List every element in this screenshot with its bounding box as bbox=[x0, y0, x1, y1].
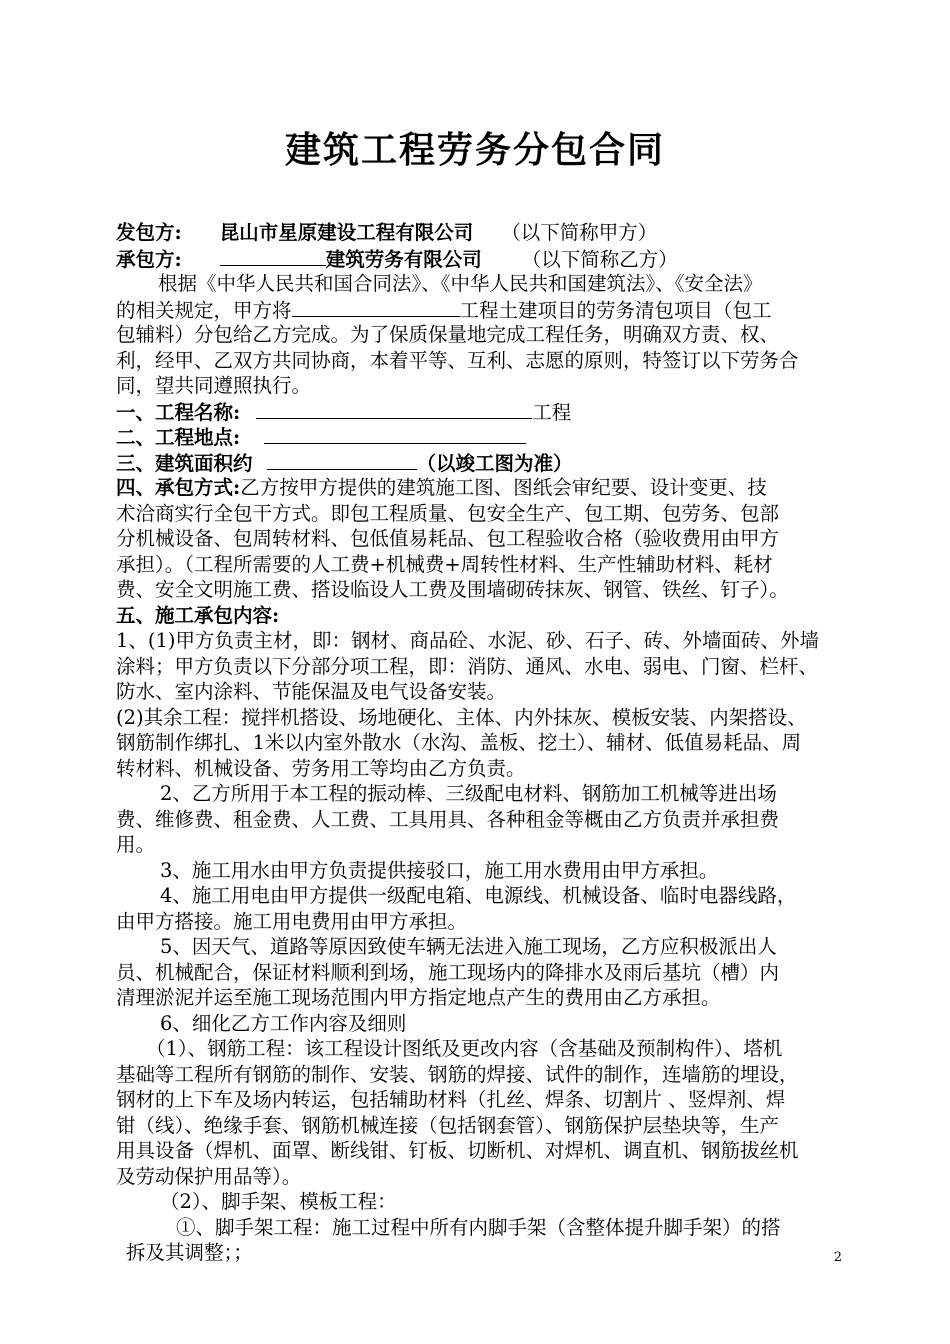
item-5-line: 用。 bbox=[116, 833, 156, 856]
item-5-line: 基础等工程所有钢筋的制作、安装、钢筋的焊接、试件的制作，连墙筋的埋设， bbox=[116, 1062, 799, 1086]
intro-line-2: 的相关规定，甲方将 工程土建项目的劳务清包项目（包工 bbox=[116, 298, 772, 322]
item-5-line: 5、因天气、道路等原因致使车辆无法进入施工现场，乙方应积极派出人 bbox=[160, 935, 777, 958]
project-blank bbox=[292, 297, 460, 317]
party-a-name: 昆山市星原建设工程有限公司 bbox=[219, 221, 474, 244]
item-5-line: 涂料；甲方负责以下分部分项工程，即：消防、通风、水电、弱电、门窗、栏杆、 bbox=[116, 654, 819, 678]
item-5-line: 6、细化乙方工作内容及细则 bbox=[160, 1011, 407, 1035]
item-5-line: （2）、脚手架、模板工程： bbox=[160, 1190, 397, 1213]
item-2-project-location: 二、工程地点: bbox=[116, 424, 846, 450]
contract-body bbox=[116, 220, 846, 1266]
item-5-line: 3、施工用水由甲方负责提供接驳口，施工用水费用由甲方承担。 bbox=[160, 858, 719, 882]
item-5-line: 4、施工用电由甲方提供一级配电箱、电源线、机械设备、临时电器线路， bbox=[160, 884, 797, 907]
item-4-line-2: 术洽商实行全包干方式。即包工程质量、包安全生产、包工期、包劳务、包部 bbox=[116, 501, 780, 525]
item-5-line: 费、维修费、租金费、人工费、工具用具、各种租金等概由乙方负责并承担费 bbox=[116, 807, 780, 831]
intro-line-1: 根据《中华人民共和国合同法》、《中华人民共和国建筑法》、《安全法》 bbox=[158, 272, 763, 295]
item-5-line: 拆及其调整；； bbox=[126, 1241, 253, 1264]
party-a-alias: （以下简称甲方） bbox=[501, 221, 658, 244]
party-b-blank bbox=[220, 246, 326, 266]
page-number: 2 bbox=[833, 1250, 842, 1265]
party-a-line bbox=[116, 220, 846, 246]
item-5-line: 用具设备（焊机、面罩、断线钳、钉板、切断机、对焊机、调直机、钢筋拔丝机 bbox=[116, 1139, 799, 1162]
item-5-line: 防水、室内涂料、节能保温及电气设备安装。 bbox=[116, 680, 507, 703]
item-4-line-4: 承担）。（工程所需要的人工费+机械费+周转性材料、生产性辅助材料、耗材 bbox=[116, 552, 773, 576]
party-a-label: 发包方: bbox=[116, 221, 182, 244]
item-5-line: 钳（线）、绝缘手套、钢筋机械连接（包括钢套管）、钢筋保护层垫块等，生产 bbox=[116, 1113, 780, 1137]
item-5-line: 1、(1)甲方负责主材，即：钢材、商品砼、水泥、砂、石子、砖、外墙面砖、外墙 bbox=[116, 629, 820, 652]
party-b-line bbox=[116, 246, 846, 272]
item-5-line: 员、机械配合，保证材料顺利到场，施工现场内的降排水及雨后基坑（槽）内 bbox=[116, 960, 780, 984]
item-5-heading: 五、施工承包内容: bbox=[116, 603, 280, 627]
item-4-line-3: 分机械设备、包周转材料、包低值易耗品、包工程验收合格（验收费用由甲方 bbox=[116, 527, 780, 550]
item-5-line: 2、乙方所用于本工程的振动棒、三级配电材料、钢筋加工机械等进出场 bbox=[160, 782, 777, 805]
item-5-line: (2)其余工程：搅拌机搭设、场地硬化、主体、内外抹灰、模板安装、内架搭设、 bbox=[116, 705, 807, 729]
party-b-alias: （以下简称乙方） bbox=[521, 247, 678, 271]
item-1-project-name: 一、工程名称: 工程 bbox=[116, 400, 572, 424]
building-area-blank bbox=[267, 450, 417, 470]
item-5-line: ①、脚手架工程：施工过程中所有内脚手架（含整体提升脚手架）的搭 bbox=[176, 1215, 781, 1239]
item-3-building-area: 三、建筑面积约 （以竣工图为准） bbox=[116, 451, 573, 475]
contract-title: 建筑工程劳务分包合同 bbox=[284, 129, 665, 171]
party-b-label: 承包方: bbox=[116, 247, 182, 271]
item-4-line-1: 四、承包方式:乙方按甲方提供的建筑施工图、图纸会审纪要、设计变更、技 bbox=[116, 476, 767, 499]
intro-line-5: 同，望共同遵照执行。 bbox=[116, 374, 312, 397]
item-5-line: （1）、钢筋工程：该工程设计图纸及更改内容（含基础及预制构件）、塔机 bbox=[146, 1037, 783, 1060]
project-name-blank bbox=[256, 399, 532, 419]
item-5-line: 钢筋制作绑扎、1米以内室外散水（水沟、盖板、挖土）、辅材、低值易耗品、周 bbox=[116, 731, 802, 754]
intro-line-3: 包辅料）分包给乙方完成。为了保质保量地完成工程任务，明确双方责、权、 bbox=[116, 323, 780, 346]
item-5-line: 清理淤泥并运至施工现场范围内甲方指定地点产生的费用由乙方承担。 bbox=[116, 986, 721, 1009]
party-b-name: 建筑劳务有限公司 bbox=[325, 247, 482, 271]
item-5-line: 由甲方搭接。施工用电费用由甲方承担。 bbox=[116, 909, 468, 933]
project-location-blank bbox=[264, 424, 526, 444]
item-5-line: 钢材的上下车及场内转运，包括辅助材料（扎丝、焊条、切割片 、竖焊剂、焊 bbox=[116, 1088, 786, 1111]
item-4-line-5: 费、安全文明施工费、搭设临设人工费及围墙砌砖抹灰、钢管、铁丝、钉子）。 bbox=[116, 578, 789, 601]
item-5-line: 及劳动保护用品等）。 bbox=[116, 1164, 302, 1188]
intro-line-4: 利，经甲、乙双方共同协商，本着平等、互利、志愿的原则，特签订以下劳务合 bbox=[116, 348, 799, 372]
item-5-line: 转材料、机械设备、劳务用工等均由乙方负责。 bbox=[116, 756, 526, 780]
